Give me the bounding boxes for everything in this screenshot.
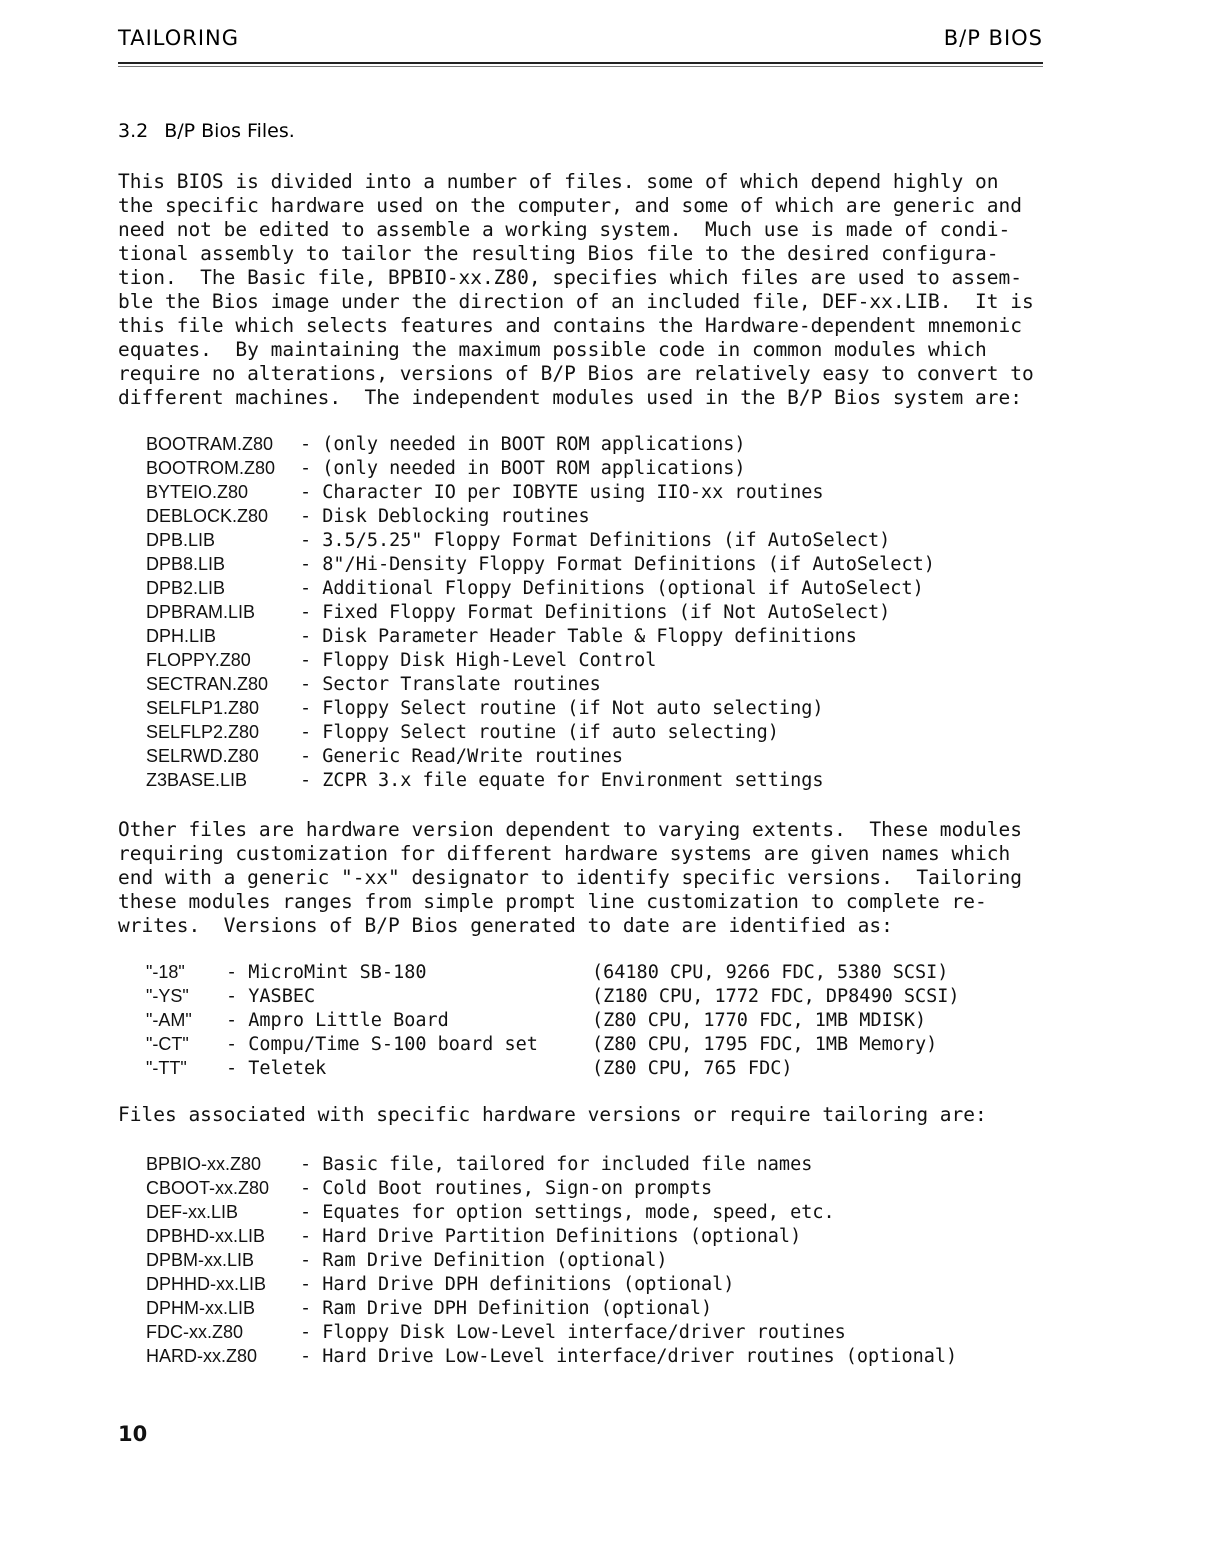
- paragraph-line: end with a generic "-xx" designator to identify specific versions. Tailoring: [118, 866, 1022, 889]
- list-item: [146, 432, 935, 456]
- paragraph-line: this file which selects features and contains the Hardware-dependent mnemonic: [118, 314, 1022, 337]
- other-files-paragraph: [118, 818, 1058, 938]
- module-description: - ZCPR 3.x file equate for Environment settings: [300, 770, 824, 791]
- file-name: DEF-xx.LIB: [146, 1202, 239, 1222]
- module-description: - Fixed Floppy Format Definitions (if Not AutoSelect): [300, 602, 891, 623]
- header-rule: [118, 62, 1043, 64]
- module-name: DPB.LIB: [146, 530, 216, 550]
- paragraph-line: tional assembly to tailor the resulting Bios file to the desired configura-: [118, 242, 999, 265]
- version-hardware: (Z80 CPU, 765 FDC): [592, 1058, 793, 1079]
- module-name: BOOTROM.Z80: [146, 458, 276, 478]
- file-name: DPHM-xx.LIB: [146, 1298, 256, 1318]
- running-header-left: TAILORING: [118, 26, 240, 50]
- module-name: SELFLP2.Z80: [146, 722, 260, 742]
- list-item: [146, 480, 935, 504]
- paragraph-line: This BIOS is divided into a number of files. some of which depend highly on: [118, 170, 999, 193]
- version-name: - MicroMint SB-180: [226, 962, 427, 983]
- list-item: [146, 552, 935, 576]
- file-name: HARD-xx.Z80: [146, 1346, 258, 1366]
- module-name: SELFLP1.Z80: [146, 698, 260, 718]
- list-item: [146, 1224, 957, 1248]
- paragraph-line: need not be edited to assemble a working system. Much use is made of condi-: [118, 218, 1011, 241]
- module-description: - Additional Floppy Definitions (optional if AutoSelect): [300, 578, 924, 599]
- list-item: [146, 1176, 957, 1200]
- file-description: - Equates for option settings, mode, speed, etc.: [300, 1202, 835, 1223]
- file-description: - Ram Drive Definition (optional): [300, 1250, 668, 1271]
- module-name: DPH.LIB: [146, 626, 217, 646]
- list-item: [146, 456, 935, 480]
- list-item: [146, 672, 935, 696]
- list-item: [146, 648, 935, 672]
- file-description: - Basic file, tailored for included file names: [300, 1154, 813, 1175]
- list-item: [146, 768, 935, 792]
- list-item: [146, 1056, 960, 1080]
- paragraph-line: equates. By maintaining the maximum possible code in common modules which: [118, 338, 987, 361]
- version-code: "-TT": [146, 1058, 187, 1078]
- module-name: BYTEIO.Z80: [146, 482, 249, 502]
- module-name: BOOTRAM.Z80: [146, 434, 274, 454]
- running-header-right: B/P BIOS: [943, 26, 1043, 50]
- paragraph-line: different machines. The independent modules used in the B/P Bios system are:: [118, 386, 1022, 409]
- hardware-files-list: [146, 1152, 957, 1368]
- list-item: [146, 1152, 957, 1176]
- file-name: FDC-xx.Z80: [146, 1322, 244, 1342]
- paragraph-line: these modules ranges from simple prompt line customization to complete re-: [118, 890, 987, 913]
- list-item: [146, 1032, 960, 1056]
- module-description: - 8"/Hi-Density Floppy Format Definitions (if AutoSelect): [300, 554, 935, 575]
- file-name: CBOOT-xx.Z80: [146, 1178, 270, 1198]
- paragraph-line: writes. Versions of B/P Bios generated to date are identified as:: [118, 914, 893, 937]
- module-name: SELRWD.Z80: [146, 746, 259, 766]
- version-name: - Compu/Time S-100 board set: [226, 1034, 538, 1055]
- list-item: [146, 744, 935, 768]
- version-name: - Ampro Little Board: [226, 1010, 449, 1031]
- list-item: [146, 1200, 957, 1224]
- paragraph-line: Other files are hardware version dependent to varying extents. These modules: [118, 818, 1022, 841]
- assoc-paragraph: [118, 1103, 1058, 1127]
- header-rule-secondary: [118, 66, 1043, 67]
- list-item: [146, 1296, 957, 1320]
- module-description: - Sector Translate routines: [300, 674, 601, 695]
- module-name: Z3BASE.LIB: [146, 770, 248, 790]
- list-item: [146, 960, 960, 984]
- module-name: DPB2.LIB: [146, 578, 226, 598]
- file-description: - Floppy Disk Low-Level interface/driver routines: [300, 1322, 846, 1343]
- module-description: - Character IO per IOBYTE using IIO-xx routines: [300, 482, 824, 503]
- section-title: B/P Bios Files.: [164, 120, 295, 142]
- module-description: - Floppy Select routine (if auto selecting): [300, 722, 779, 743]
- list-item: [146, 720, 935, 744]
- page-number: 10: [118, 1422, 148, 1446]
- list-item: [146, 696, 935, 720]
- list-item: [146, 1344, 957, 1368]
- file-name: DPHHD-xx.LIB: [146, 1274, 267, 1294]
- list-item: [146, 1008, 960, 1032]
- section-number: 3.2: [118, 120, 149, 142]
- list-item: [146, 984, 960, 1008]
- module-description: - 3.5/5.25" Floppy Format Definitions (if AutoSelect): [300, 530, 891, 551]
- module-description: - Floppy Select routine (if Not auto selecting): [300, 698, 824, 719]
- paragraph-line: requiring customization for different hardware systems are given names which: [118, 842, 1011, 865]
- list-item: [146, 1320, 957, 1344]
- module-name: DPB8.LIB: [146, 554, 226, 574]
- paragraph-line: require no alterations, versions of B/P Bios are relatively easy to convert to: [118, 362, 1034, 385]
- list-item: [146, 1248, 957, 1272]
- version-hardware: (Z180 CPU, 1772 FDC, DP8490 SCSI): [592, 986, 960, 1007]
- paragraph-line: ble the Bios image under the direction of an included file, DEF-xx.LIB. It is: [118, 290, 1034, 313]
- version-code: "-18": [146, 962, 185, 982]
- module-name: DEBLOCK.Z80: [146, 506, 269, 526]
- module-description: - Generic Read/Write routines: [300, 746, 624, 767]
- module-description: - Disk Parameter Header Table & Floppy definitions: [300, 626, 857, 647]
- version-hardware: (64180 CPU, 9266 FDC, 5380 SCSI): [592, 962, 949, 983]
- module-description: - Floppy Disk High-Level Control: [300, 650, 657, 671]
- paragraph-line: tion. The Basic file, BPBIO-xx.Z80, specifies which files are used to assem-: [118, 266, 1022, 289]
- file-description: - Hard Drive Low-Level interface/driver routines (optional): [300, 1346, 958, 1367]
- file-description: - Hard Drive Partition Definitions (optional): [300, 1226, 802, 1247]
- version-hardware: (Z80 CPU, 1795 FDC, 1MB Memory): [592, 1034, 938, 1055]
- list-item: [146, 528, 935, 552]
- list-item: [146, 504, 935, 528]
- paragraph-line: the specific hardware used on the computer, and some of which are generic and: [118, 194, 1022, 217]
- module-description: - (only needed in BOOT ROM applications): [300, 434, 746, 455]
- independent-modules-list: [146, 432, 935, 792]
- versions-list: [146, 960, 960, 1080]
- paragraph-line: Files associated with specific hardware versions or require tailoring are:: [118, 1103, 987, 1126]
- module-name: FLOPPY.Z80: [146, 650, 251, 670]
- version-name: - Teletek: [226, 1058, 327, 1079]
- section-heading: [118, 120, 295, 142]
- version-code: "-AM": [146, 1010, 192, 1030]
- module-name: DPBRAM.LIB: [146, 602, 256, 622]
- file-description: - Ram Drive DPH Definition (optional): [300, 1298, 713, 1319]
- list-item: [146, 576, 935, 600]
- list-item: [146, 600, 935, 624]
- file-name: DPBHD-xx.LIB: [146, 1226, 266, 1246]
- version-code: "-YS": [146, 986, 189, 1006]
- file-name: DPBM-xx.LIB: [146, 1250, 255, 1270]
- module-description: - Disk Deblocking routines: [300, 506, 590, 527]
- version-name: - YASBEC: [226, 986, 316, 1007]
- list-item: [146, 1272, 957, 1296]
- file-description: - Hard Drive DPH definitions (optional): [300, 1274, 735, 1295]
- file-description: - Cold Boot routines, Sign-on prompts: [300, 1178, 713, 1199]
- version-hardware: (Z80 CPU, 1770 FDC, 1MB MDISK): [592, 1010, 927, 1031]
- version-code: "-CT": [146, 1034, 189, 1054]
- module-description: - (only needed in BOOT ROM applications): [300, 458, 746, 479]
- intro-paragraph: [118, 170, 1058, 410]
- module-name: SECTRAN.Z80: [146, 674, 269, 694]
- list-item: [146, 624, 935, 648]
- file-name: BPBIO-xx.Z80: [146, 1154, 262, 1174]
